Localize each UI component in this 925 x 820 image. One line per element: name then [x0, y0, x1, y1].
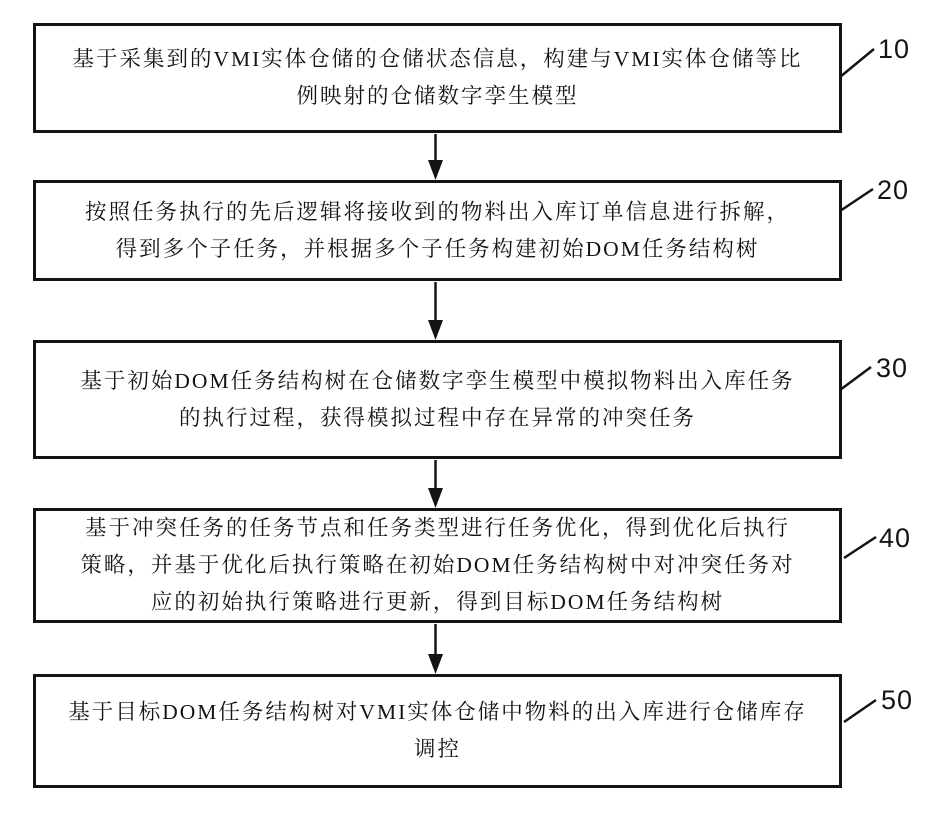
ref-number-20: 20 [877, 175, 910, 205]
ref-number-30: 30 [876, 353, 909, 383]
ref-leader-line [840, 49, 874, 77]
down-arrow-icon [428, 282, 443, 340]
flow-step-box-50 [33, 674, 842, 788]
flow-step-box-20 [33, 180, 842, 281]
step-text-line: 得到多个子任务，并根据多个子任务构建初始DOM任务结构树 [115, 236, 760, 261]
step-text-line: 策略，并基于优化后执行策略在初始DOM任务结构树中对冲突任务对 [80, 553, 795, 577]
down-arrow-icon [428, 624, 443, 674]
step-text-line: 基于初始DOM任务结构树在仓储数字孪生模型中模拟物料出入库任务 [80, 368, 795, 393]
step-text-line: 基于采集到的VMI实体仓储的仓储状态信息，构建与VMI实体仓储等比 [72, 47, 803, 71]
step-text-line: 应的初始执行策略进行更新，得到目标DOM任务结构树 [150, 590, 725, 614]
flow-step-box-40 [33, 508, 842, 623]
flow-step-box-10 [33, 23, 842, 133]
ref-leader-line [844, 700, 876, 722]
ref-leader-line [844, 537, 876, 558]
step-text-line: 例映射的仓储数字孪生模型 [296, 84, 579, 108]
flow-step-box-30 [33, 340, 842, 459]
ref-number-50: 50 [881, 685, 914, 715]
step-text-line: 基于冲突任务的任务节点和任务类型进行任务优化，得到优化后执行 [84, 516, 790, 540]
down-arrow-icon [428, 460, 443, 508]
step-text-line: 调控 [413, 737, 461, 761]
ref-number-10: 10 [878, 34, 911, 64]
step-text-line: 的执行过程，获得模拟过程中存在异常的冲突任务 [178, 405, 696, 430]
step-text-line: 基于目标DOM任务结构树对VMI实体仓储中物料的出入库进行仓储库存 [68, 700, 807, 724]
ref-number-40: 40 [879, 523, 912, 553]
down-arrow-icon [428, 134, 443, 180]
ref-leader-line [840, 189, 873, 211]
step-text-line: 按照任务执行的先后逻辑将接收到的物料出入库订单信息进行拆解， [84, 199, 790, 224]
ref-leader-line [840, 367, 871, 390]
